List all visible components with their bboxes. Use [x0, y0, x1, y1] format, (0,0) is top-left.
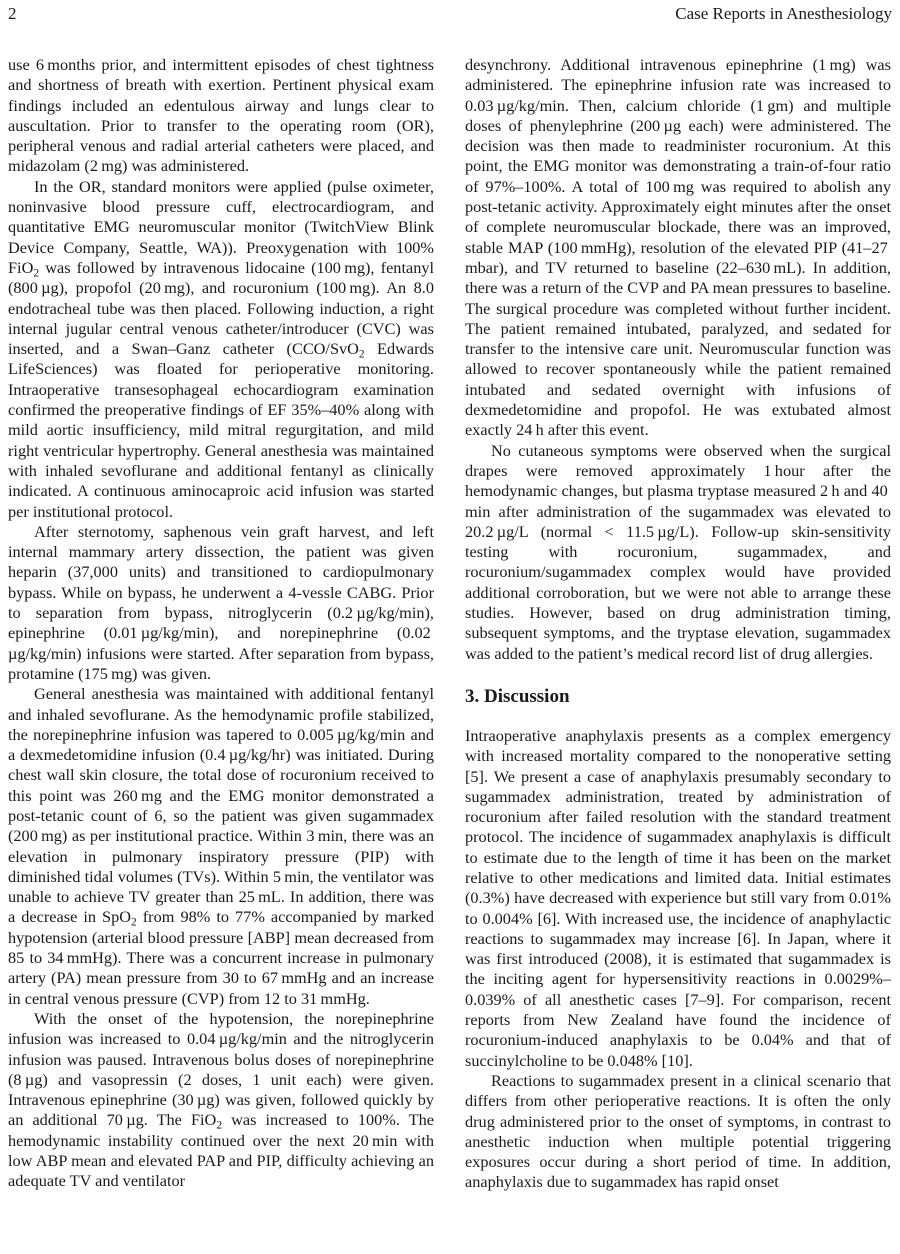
text-run: No cutaneous symptoms were observed when the surgical drapes were removed approximately 1 hour after the hemodynamic changes, but plasma tryptase measured 2 h and 40 min after administration of the sugammadex was elevated to 20.2 µg/L (normal < 11.5 µg/L). Follow-up skin-sensitivity testing with rocuronium, sugammadex, and rocuronium/sugammadex complex would have provided additional corroboration, but we were not able to arrange these studies. However, based on drug administration timing, subsequent symptoms, and the tryptase elevation, sugammadex was added to the patient’s medical record list of drug allergies. — [465, 440, 891, 663]
body-paragraph — [8, 522, 434, 684]
text-run: use 6 months prior, and intermittent episodes of chest tightness and shortness of breath with exertion. Pertinent physical exam findings included an edentulous airway and lungs clear to auscultation. Prior to transfer to the operating room (OR), peripheral venous and radial arterial catheters were placed, and midazolam (2 mg) was administered. — [8, 55, 434, 176]
body-paragraph — [465, 726, 891, 1071]
section-heading-discussion: 3. Discussion — [465, 685, 570, 707]
left-column — [8, 55, 434, 1192]
body-paragraph — [8, 1009, 434, 1192]
body-paragraph — [8, 684, 434, 1009]
text-run: Edwards LifeSciences) was floated for perioperative monitoring. Intraoperative transesophageal echocardiogram examination confirmed the preoperative findings of EF 35%–40% along with mild aortic insufficiency, mild mitral regurgitation, and mild right ventricular hypertrophy. General anesthesia was maintained with inhaled sevoflurane and additional fentanyl as clinically indicated. A continuous aminocaproic acid infusion was started per institutional protocol. — [8, 339, 434, 521]
text-run: General anesthesia was maintained with additional fentanyl and inhaled sevoflurane. As the hemodynamic profile stabilized, the norepinephrine infusion was tapered to 0.005 µg/kg/min and a dexmedetomidine infusion (0.4 µg/kg/hr) was initiated. During chest wall skin closure, the total dose of rocuronium received to this point was 260 mg and the EMG monitor demonstrated a post-tetanic count of 6, so the patient was given sugammadex (200 mg) as per institutional practice. Within 3 min, there was an elevation in pulmonary inspiratory pressure (PIP) with diminished tidal volumes (TVs). Within 5 min, the ventilator was unable to achieve TV greater than 25 mL. In addition, there was a decrease in SpO — [8, 684, 434, 927]
subscript: 2 — [216, 1119, 223, 1132]
text-run: After sternotomy, saphenous vein graft harvest, and left internal mammary artery dissection, the patient was given heparin (37,000 units) and transitioned to cardiopulmonary bypass. While on bypass, he underwent a 4-vessle CABG. Prior to separation from bypass, nitroglycerin (0.2 µg/kg/min), epinephrine (0.01 µg/kg/min), and norepinephrine (0.02 µg/kg/min) infusions were started. After separation from bypass, protamine (175 mg) was given. — [8, 521, 434, 683]
text-run: Intraoperative anaphylaxis presents as a complex emergency with increased mortality compared to the nonoperative setting [5]. We present a case of anaphylaxis presumably secondary to sugammadex administration, treated by administration of rocuronium after failed resolution with the standard treatment protocol. The incidence of sugammadex anaphylaxis is difficult to estimate due to the length of time it has been on the market relative to other medications and limited data. Initial estimates (0.3%) have decreased with experience but still vary from 0.01% to 0.004% [6]. With increased use, the incidence of anaphylactic reactions to sugammadex may increase [6]. In Japan, where it was first introduced (2008), it is estimated that sugammadex is the inciting agent for hypersensitivity reactions in 0.0029%–0.039% of all anesthetic cases [7–9]. For comparison, recent reports from New Zealand have found the incidence of rocuronium-induced anaphylaxis to be 0.04% and that of succinylcholine to be 0.048% [10]. — [465, 725, 891, 1070]
text-run: was increased to 100%. The hemodynamic instability continued over the next 20 min with low ABP mean and elevated PAP and PIP, difficulty achieving an adequate TV and ventilator — [8, 1110, 434, 1191]
text-run: With the onset of the hypotension, the norepinephrine infusion was increased to 0.04 µg/kg/min and the nitroglycerin infusion was paused. Intravenous bolus doses of norepinephrine (8 µg) and vasopressin (2 doses, 1 unit each) were given. Intravenous epinephrine (30 µg) was given, followed quickly by an additional 70 µg. The FiO — [8, 1008, 434, 1130]
body-paragraph — [8, 177, 434, 522]
subscript: 2 — [358, 348, 365, 361]
page-number: 2 — [8, 4, 17, 23]
body-paragraph — [465, 441, 891, 664]
journal-name: Case Reports in Anesthesiology — [675, 4, 892, 23]
text-run: In the OR, standard monitors were applied (pulse oximeter, noninvasive blood pressure cuff, electrocardiogram, and quantitative EMG neuromuscular monitor (TwitchView Blink Device Company, Seattle, WA)). Preoxygenation with 100% FiO — [8, 176, 434, 277]
discussion-body — [465, 726, 891, 1193]
right-column — [465, 55, 891, 1193]
results-continued — [465, 55, 891, 664]
body-paragraph — [8, 55, 434, 177]
text-run: from 98% to 77% accompanied by marked hypotension (arterial blood pressure [ABP] mean decreased from 85 to 34 mmHg). There was a concurrent increase in pulmonary artery (PA) mean pressure from 30 to 67 mmHg and an increase in central venous pressure (CVP) from 12 to 31 mmHg. — [8, 907, 434, 1008]
text-run: desynchrony. Additional intravenous epinephrine (1 mg) was administered. The epinephrine infusion rate was increased to 0.03 µg/kg/min. Then, calcium chloride (1 gm) and multiple doses of phenylephrine (200 µg each) were administered. The decision was then made to readminister rocuronium. At this point, the EMG monitor was demonstrating a train-of-four ratio of 97%–100%. A total of 100 mg was required to abolish any post-tetanic activity. Approximately eight minutes after the onset of complete neuromuscular blockade, there was an improved, stable MAP (100 mmHg), resolution of the elevated PIP (41–27 mbar), and TV returned to baseline (22–630 mL). In addition, there was a return of the CVP and PA mean pressures to baseline. The surgical procedure was completed without further incident. The patient remained intubated, paralyzed, and sedated for transfer to the intensive care unit. Neuromuscular function was allowed to recover spontaneously while the patient remained intubated and sedated overnight with infusions of dexmedetomidine and propofol. He was extubated almost exactly 24 h after this event. — [465, 55, 891, 440]
body-paragraph — [465, 55, 891, 441]
text-run: Reactions to sugammadex present in a clinical scenario that differs from other perioperative reactions. It is often the only drug administered prior to the onset of symptoms, in contrast to anesthetic induction when multiple potential triggering exposures occur during a short period of time. In addition, anaphylaxis due to sugammadex has rapid onset — [465, 1070, 891, 1192]
body-paragraph — [465, 1071, 891, 1193]
text-run: was followed by intravenous lidocaine (100 mg), fentanyl (800 µg), propofol (20 mg), and rocuronium (100 mg). An 8.0 endotracheal tube was then placed. Following induction, a right internal jugular central venous catheter/introducer (CVC) was inserted, and a Swan–Ganz catheter (CCO/SvO — [8, 257, 434, 359]
subscript: 2 — [131, 916, 137, 929]
page-header — [0, 0, 900, 40]
subscript: 2 — [33, 267, 40, 280]
